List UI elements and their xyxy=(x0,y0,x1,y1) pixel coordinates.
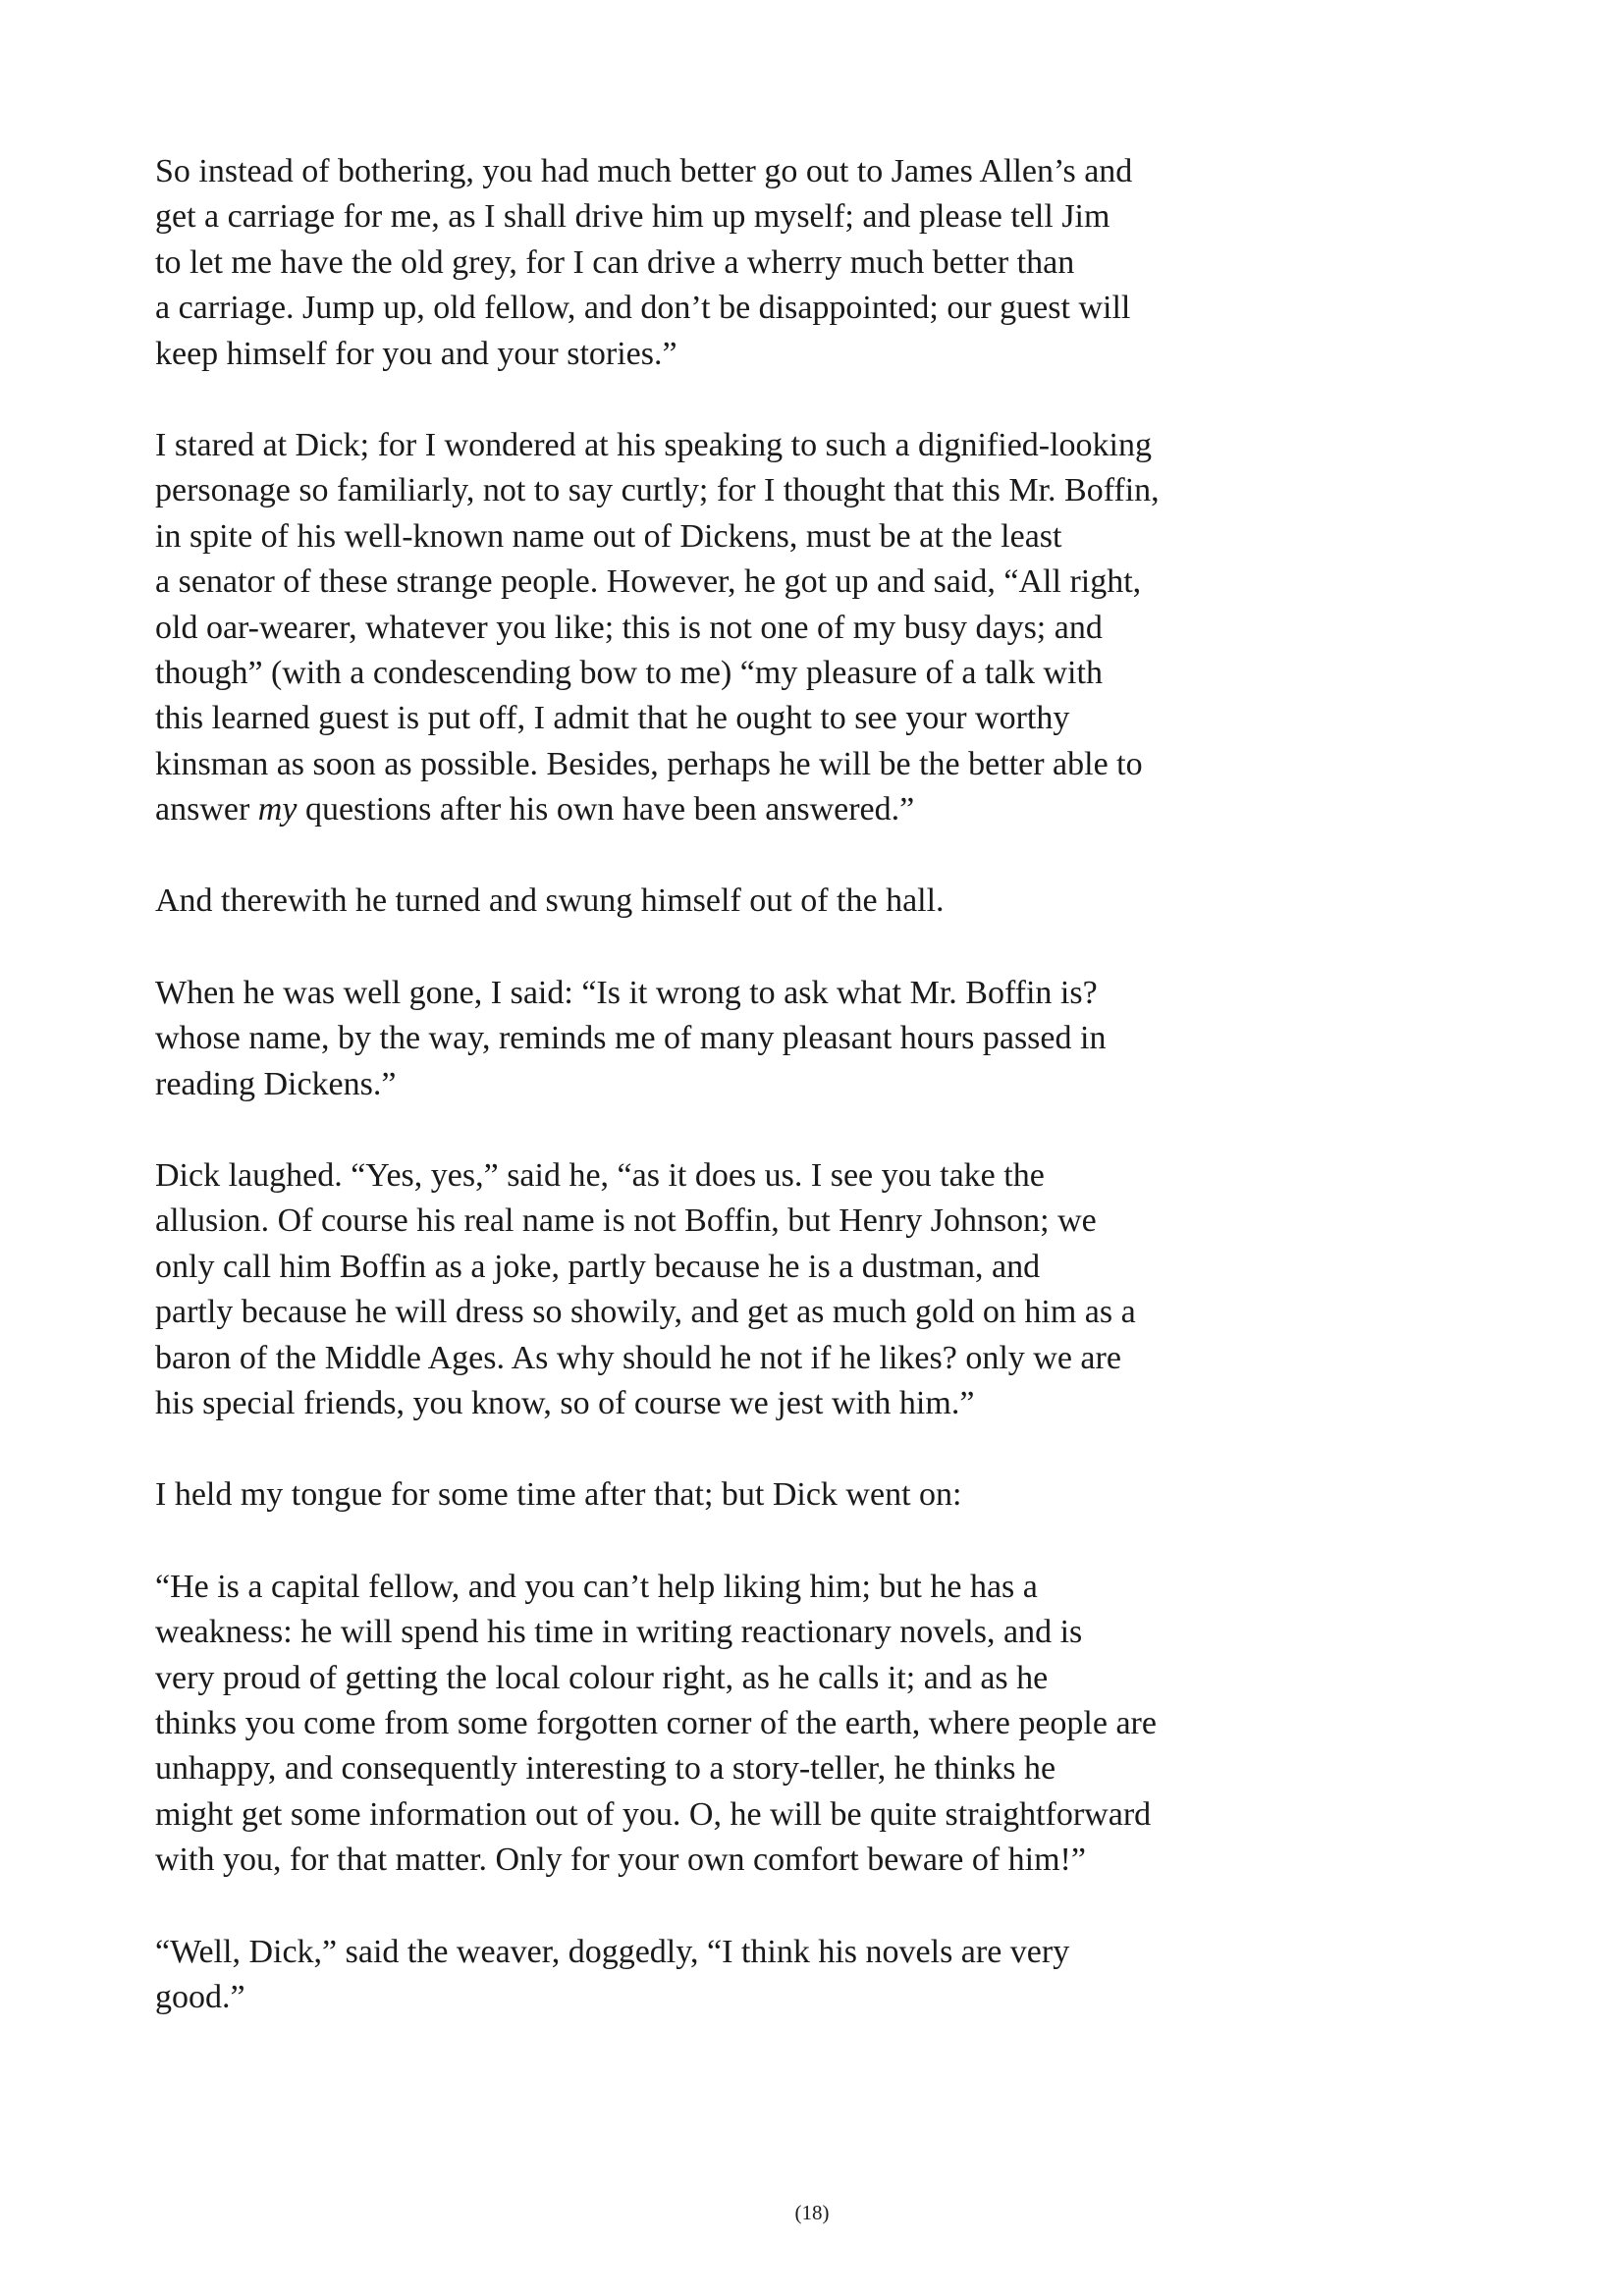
paragraph-7 xyxy=(155,1565,1471,1884)
text-line: “He is a capital fellow, and you can’t help liking him; but he has a xyxy=(155,1568,1038,1605)
text-line: good.” xyxy=(155,1978,245,2015)
text-line: might get some information out of you. O, he will be quite straightforward xyxy=(155,1795,1152,1833)
text-line: his special friends, you know, so of course we jest with him.” xyxy=(155,1384,975,1421)
paragraph-3 xyxy=(155,879,1471,924)
text-line: a carriage. Jump up, old fellow, and don’t be disappointed; our guest will xyxy=(155,290,1131,327)
text-line: I stared at Dick; for I wondered at his speaking to such a dignified-looking xyxy=(155,426,1153,463)
text-line: in spite of his well-known name out of Dickens, must be at the least xyxy=(155,517,1062,555)
paragraph-2 xyxy=(155,423,1471,833)
text-run: questions after his own have been answered.” xyxy=(297,791,915,828)
text-line: “Well, Dick,” said the weaver, doggedly, “I think his novels are very xyxy=(155,1933,1070,1970)
text-line: only call him Boffin as a joke, partly because he is a dustman, and xyxy=(155,1248,1041,1285)
text-line: old oar-wearer, whatever you like; this is not one of my busy days; and xyxy=(155,609,1103,646)
paragraph-8 xyxy=(155,1930,1471,2021)
text-line: I held my tongue for some time after that; but Dick went on: xyxy=(155,1476,962,1514)
text-line xyxy=(155,787,1471,832)
text-line: weakness: he will spend his time in writing reactionary novels, and is xyxy=(155,1614,1083,1651)
text-line: keep himself for you and your stories.” xyxy=(155,335,677,372)
paragraph-6 xyxy=(155,1472,1471,1518)
text-line: this learned guest is put off, I admit that he ought to see your worthy xyxy=(155,700,1070,737)
body-text xyxy=(155,149,1471,2066)
text-line: a senator of these strange people. However, he got up and said, “All right, xyxy=(155,563,1142,601)
text-line: though” (with a condescending bow to me) “my pleasure of a talk with xyxy=(155,654,1103,691)
text-line: When he was well gone, I said: “Is it wrong to ask what Mr. Boffin is? xyxy=(155,974,1098,1011)
text-line: to let me have the old grey, for I can drive a wherry much better than xyxy=(155,243,1075,281)
text-run: answer xyxy=(155,791,258,828)
text-line: with you, for that matter. Only for your own comfort beware of him!” xyxy=(155,1842,1086,1879)
paragraph-1 xyxy=(155,149,1471,377)
text-line: baron of the Middle Ages. As why should he not if he likes? only we are xyxy=(155,1339,1121,1376)
text-line: unhappy, and consequently interesting to a story-teller, he thinks he xyxy=(155,1750,1056,1788)
text-line: kinsman as soon as possible. Besides, perhaps he will be the better able to xyxy=(155,745,1143,782)
text-line: Dick laughed. “Yes, yes,” said he, “as it does us. I see you take the xyxy=(155,1157,1045,1195)
text-line: thinks you come from some forgotten corner of the earth, where people are xyxy=(155,1704,1157,1741)
text-line: partly because he will dress so showily, and get as much gold on him as a xyxy=(155,1294,1136,1331)
text-line: very proud of getting the local colour right, as he calls it; and as he xyxy=(155,1659,1049,1696)
page-number: (18) xyxy=(794,2201,830,2224)
text-line: reading Dickens.” xyxy=(155,1065,397,1102)
emphasized-word: my xyxy=(257,791,298,828)
text-line: get a carriage for me, as I shall drive him up myself; and please tell Jim xyxy=(155,198,1110,236)
text-line: So instead of bothering, you had much better go out to James Allen’s and xyxy=(155,153,1133,189)
text-line: And therewith he turned and swung himself out of the hall. xyxy=(155,882,945,920)
text-line: allusion. Of course his real name is not Boffin, but Henry Johnson; we xyxy=(155,1202,1097,1240)
paragraph-5 xyxy=(155,1153,1471,1426)
paragraph-4 xyxy=(155,971,1471,1107)
text-line: whose name, by the way, reminds me of many pleasant hours passed in xyxy=(155,1020,1107,1057)
text-line: personage so familiarly, not to say curtly; for I thought that this Mr. Boffin, xyxy=(155,472,1160,509)
